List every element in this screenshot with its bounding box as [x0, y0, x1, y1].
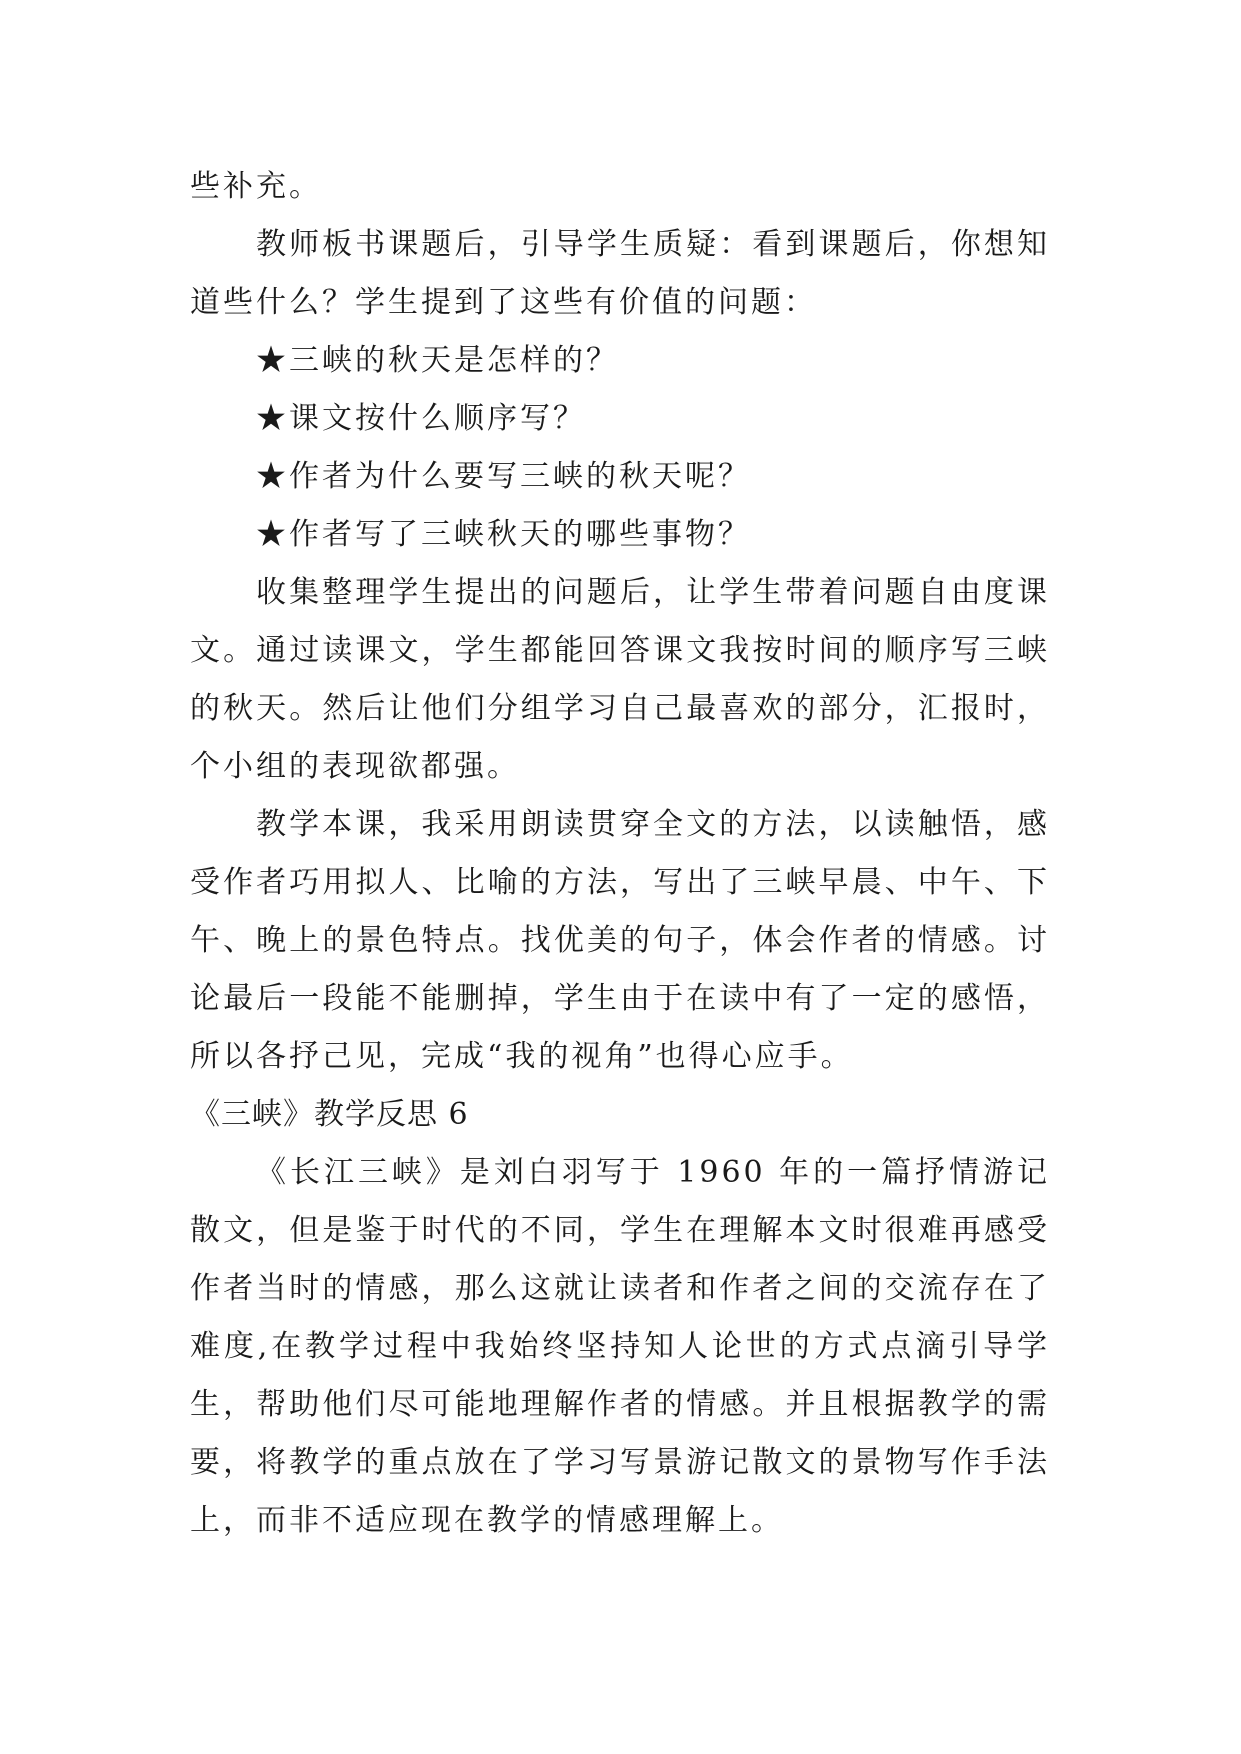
section-heading: 《三峡》教学反思 6 — [190, 1097, 469, 1132]
paragraph: 些补充。 — [190, 169, 322, 204]
question-list-item: ★作者为什么要写三峡的秋天呢？ — [256, 459, 751, 494]
paragraph: 教学本课，我采用朗读贯穿全文的方法，以读触悟，感受作者巧用拟人、比喻的方法，写出了三峡早晨、中午、下午、晚上的景色特点。找优美的句子，体会作者的情感。讨论最后一段能不能删掉，学生由于在读中有了一定的感悟，所以各抒己见，完成“我的视角”也得心应手。 — [190, 807, 1050, 1074]
document-body — [190, 158, 1050, 1550]
question-list-item: ★三峡的秋天是怎样的？ — [256, 343, 619, 378]
question-list-item: ★作者写了三峡秋天的哪些事物？ — [256, 517, 751, 552]
paragraph: 收集整理学生提出的问题后，让学生带着问题自由度课文。通过读课文，学生都能回答课文我按时间的顺序写三峡的秋天。然后让他们分组学习自己最喜欢的部分，汇报时，个小组的表现欲都强。 — [190, 575, 1050, 784]
question-list-item: ★课文按什么顺序写？ — [256, 401, 586, 436]
paragraph: 教师板书课题后，引导学生质疑：看到课题后，你想知道些什么？学生提到了这些有价值的问题： — [190, 227, 1050, 320]
paragraph: 《长江三峡》是刘白羽写于 1960 年的一篇抒情游记散文，但是鉴于时代的不同，学生在理解本文时很难再感受作者当时的情感，那么这就让读者和作者之间的交流存在了难度,在教学过程中我始终坚持知人论世的方式点滴引导学生，帮助他们尽可能地理解作者的情感。并且根据教学的需要，将教学的重点放在了学习写景游记散文的景物写作手法上，而非不适应现在教学的情感理解上。 — [190, 1155, 1050, 1538]
